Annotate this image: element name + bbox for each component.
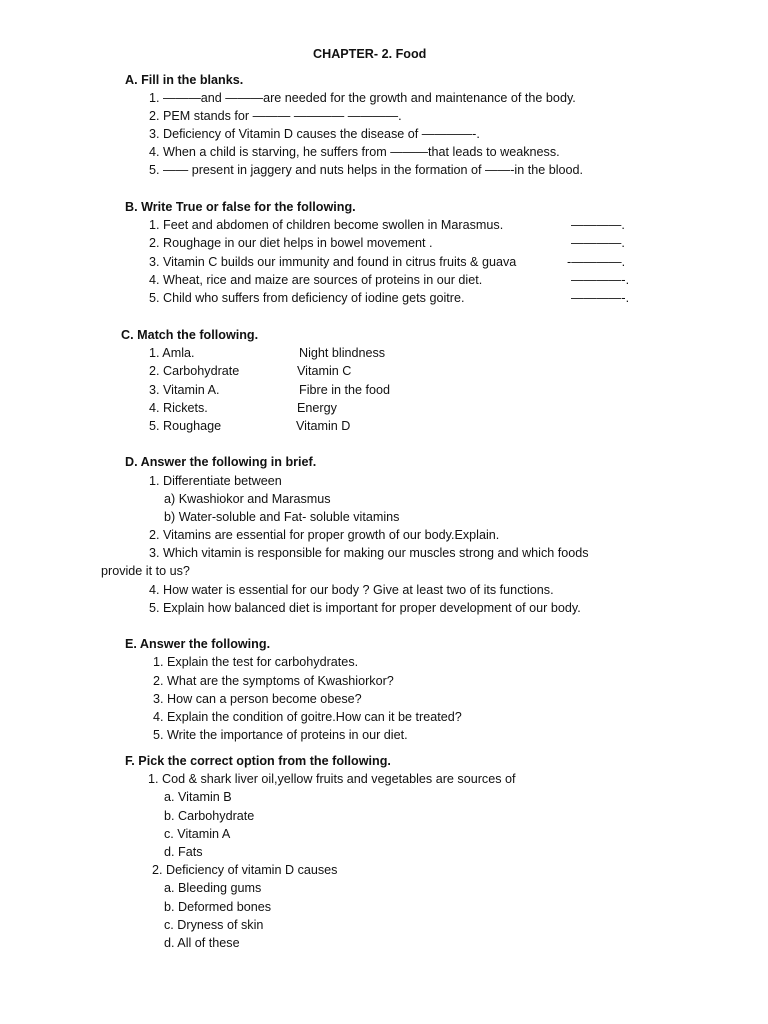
question-subitem: b) Water-soluble and Fat- soluble vitamins bbox=[164, 510, 400, 524]
true-false-item: 1. Feet and abdomen of children become swollen in Marasmus. bbox=[149, 218, 504, 232]
question-item: 1. ———and ———are needed for the growth and maintenance of the body. bbox=[149, 91, 576, 105]
match-left-item: 2. Carbohydrate bbox=[149, 364, 240, 378]
true-false-item: 3. Vitamin C builds our immunity and found in citrus fruits & guava bbox=[149, 255, 517, 269]
section-f-heading: F. Pick the correct option from the following. bbox=[125, 754, 391, 768]
question-subitem: a) Kwashiokor and Marasmus bbox=[164, 492, 331, 506]
section-b-heading: B. Write True or false for the following. bbox=[125, 200, 356, 214]
option-item: c. Vitamin A bbox=[164, 827, 231, 841]
question-item: 3. Which vitamin is responsible for making our muscles strong and which foods bbox=[149, 546, 589, 560]
answer-blank: -————. bbox=[567, 255, 626, 269]
question-item: 3. Deficiency of Vitamin D causes the disease of ————-. bbox=[149, 127, 480, 141]
question-item: 2. PEM stands for ——— ———— ————. bbox=[149, 109, 402, 123]
match-left-item: 5. Roughage bbox=[149, 419, 222, 433]
match-right-item: Night blindness bbox=[299, 346, 386, 360]
true-false-item: 2. Roughage in our diet helps in bowel movement . bbox=[149, 236, 433, 250]
match-left-item: 3. Vitamin A. bbox=[149, 383, 220, 397]
question-item: 2. Deficiency of vitamin D causes bbox=[152, 863, 338, 877]
question-item: 4. Explain the condition of goitre.How can it be treated? bbox=[153, 710, 462, 724]
answer-blank: ————. bbox=[571, 218, 625, 232]
section-e-heading: E. Answer the following. bbox=[125, 637, 271, 651]
question-item: 2. Vitamins are essential for proper growth of our body.Explain. bbox=[149, 528, 500, 542]
match-right-item: Vitamin D bbox=[296, 419, 351, 433]
question-item: 5. Explain how balanced diet is important for proper development of our body. bbox=[149, 601, 581, 615]
section-a-heading: A. Fill in the blanks. bbox=[125, 73, 244, 87]
option-item: b. Deformed bones bbox=[164, 900, 272, 914]
option-item: a. Bleeding gums bbox=[164, 881, 262, 895]
section-d-heading: D. Answer the following in brief. bbox=[125, 455, 317, 469]
true-false-item: 4. Wheat, rice and maize are sources of proteins in our diet. bbox=[149, 273, 483, 287]
question-item: 5. Write the importance of proteins in our diet. bbox=[153, 728, 408, 742]
true-false-item: 5. Child who suffers from deficiency of iodine gets goitre. bbox=[149, 291, 465, 305]
question-item: 1. Explain the test for carbohydrates. bbox=[153, 655, 359, 669]
option-item: c. Dryness of skin bbox=[164, 918, 264, 932]
question-item: 5. —— present in jaggery and nuts helps in the formation of ——-in the blood. bbox=[149, 163, 584, 177]
match-left-item: 4. Rickets. bbox=[149, 401, 208, 415]
question-item: 4. How water is essential for our body ? Give at least two of its functions. bbox=[149, 583, 554, 597]
question-item: 1. Cod & shark liver oil,yellow fruits and vegetables are sources of bbox=[148, 772, 516, 786]
question-item: 2. What are the symptoms of Kwashiorkor? bbox=[153, 674, 394, 688]
match-right-item: Vitamin C bbox=[297, 364, 352, 378]
page-title: CHAPTER- 2. Food bbox=[313, 47, 427, 61]
option-item: d. All of these bbox=[164, 936, 240, 950]
option-item: b. Carbohydrate bbox=[164, 809, 255, 823]
match-left-item: 1. Amla. bbox=[149, 346, 195, 360]
question-item-continuation: provide it to us? bbox=[101, 564, 190, 578]
question-item: 1. Differentiate between bbox=[149, 474, 282, 488]
answer-blank: ————-. bbox=[571, 273, 630, 287]
question-item: 4. When a child is starving, he suffers from ———that leads to weakness. bbox=[149, 145, 560, 159]
match-right-item: Fibre in the food bbox=[299, 383, 391, 397]
option-item: a. Vitamin B bbox=[164, 790, 232, 804]
question-item: 3. How can a person become obese? bbox=[153, 692, 362, 706]
option-item: d. Fats bbox=[164, 845, 203, 859]
answer-blank: ————-. bbox=[571, 291, 630, 305]
section-c-heading: C. Match the following. bbox=[121, 328, 259, 342]
answer-blank: ————. bbox=[571, 236, 625, 250]
match-right-item: Energy bbox=[297, 401, 337, 415]
